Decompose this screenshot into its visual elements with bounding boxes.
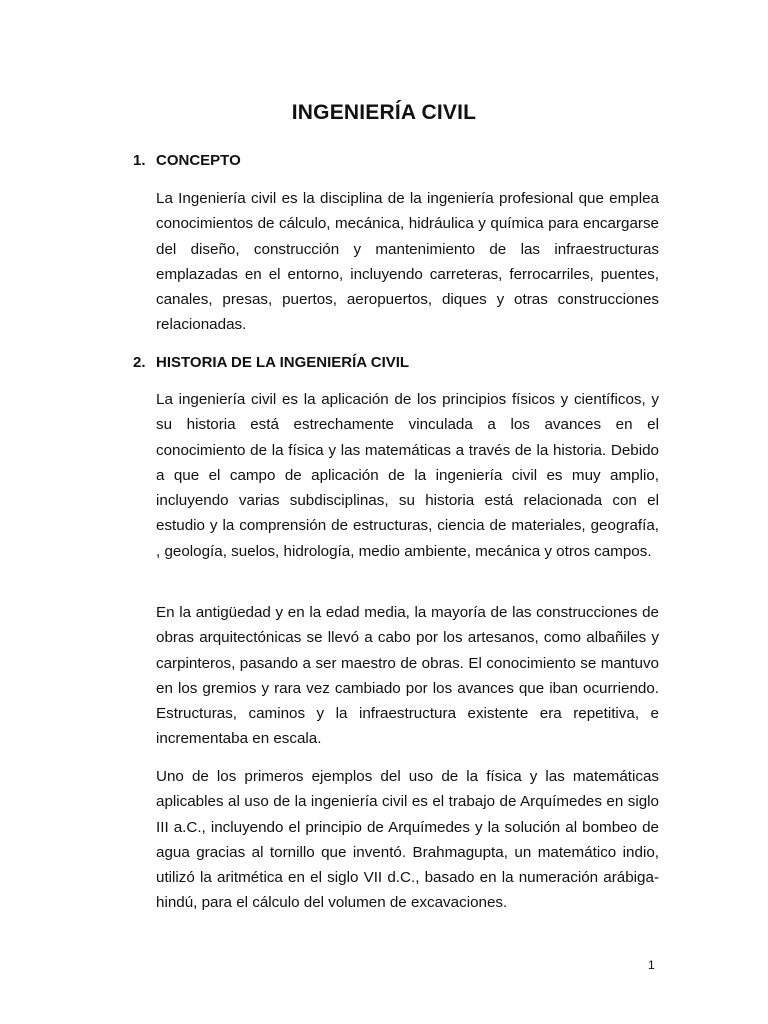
section-title: HISTORIA DE LA INGENIERÍA CIVIL (156, 354, 410, 371)
section-number: 1. (133, 152, 146, 169)
page-number: 1 (648, 958, 655, 972)
section-title: CONCEPTO (156, 152, 241, 169)
paragraph-historia-3: Uno de los primeros ejemplos del uso de la física y las matemáticas aplicables al uso de la ingeniería civil es el trabajo de Arquímedes en siglo III a.C., incluyendo el principio de Arquímedes y la solución al bombeo de agua gracias al tornillo que inventó. Brahmagupta, un matemático indio, utilizó la aritmética en el siglo VII d.C., basado en la numeración arábiga-hindú, para el cálculo del volumen de excavaciones. (156, 768, 659, 912)
paragraph-historia-2: En la antigüedad y en la edad media, la mayoría de las construcciones de obras arquitectónicas se llevó a cabo por los artesanos, como albañiles y carpinteros, pasando a ser maestro de obras. El conocimiento se mantuvo en los gremios y rara vez cambiado por los avances que iban ocurriendo. Estructuras, caminos y la infraestructura existente era repetitiva, e incrementaba en escala. (156, 604, 659, 748)
page-title: INGENIERÍA CIVIL (291, 101, 477, 124)
paragraph-historia-1: La ingeniería civil es la aplicación de los principios físicos y científicos, y su historia está estrechamente vinculada a los avances en el conocimiento de la física y las matemáticas a través de la historia. Debido a que el campo de aplicación de la ingeniería civil es muy amplio, incluyendo varias subdisciplinas, su historia está relacionada con el estudio y la comprensión de estructuras, ciencia de materiales, geografía, , geología, suelos, hidrología, medio ambiente, mecánica y otros campos. (156, 391, 659, 560)
paragraph-concepto: La Ingeniería civil es la disciplina de la ingeniería profesional que emplea conocimientos de cálculo, mecánica, hidráulica y química para encargarse del diseño, construcción y mantenimiento de las infraestructuras emplazadas en el entorno, incluyendo carreteras, ferrocarriles, puentes, canales, presas, puertos, aeropuertos, diques y otras construcciones relacionadas. (156, 190, 659, 334)
section-heading-concepto (133, 152, 241, 169)
section-number: 2. (133, 354, 146, 371)
section-heading-historia (133, 354, 409, 371)
